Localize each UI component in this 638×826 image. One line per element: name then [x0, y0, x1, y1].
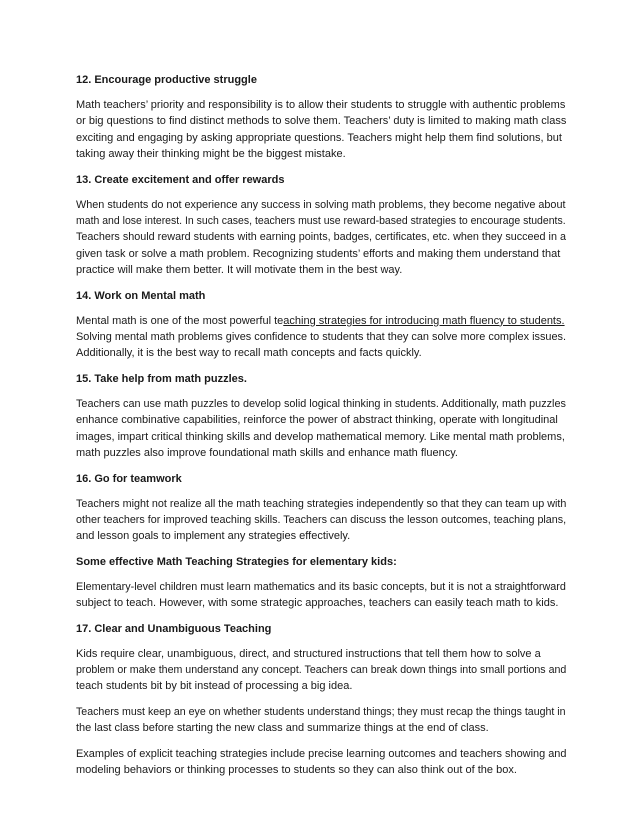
paragraph — [76, 97, 566, 163]
text-line: practice will make them better. It will motivate them in the best way. — [76, 264, 403, 277]
text-line: Solving mental math problems gives confidence to students that they can solve more complex issues. — [76, 331, 567, 344]
text-line: Teachers should reward students with earning points, badges, certificates, etc. when they succeed in a — [76, 231, 566, 244]
section-heading: Some effective Math Teaching Strategies for elementary kids: — [76, 555, 397, 568]
math-fluency-link[interactable]: aching strategies for introducing math fluency to students. — [283, 314, 565, 327]
text-line: Teachers might not realize all the math teaching strategies independently so that they can team up with — [76, 497, 567, 510]
paragraph — [76, 579, 566, 612]
paragraph — [76, 197, 566, 279]
text-line: math and lose interest. In such cases, teachers must use reward-based strategies to encourage students. — [76, 215, 566, 228]
text-line: Additionally, it is the best way to recall math concepts and facts quickly. — [76, 347, 422, 360]
text-line: When students do not experience any success in solving math problems, they become negative about — [76, 198, 566, 211]
section-heading: 12. Encourage productive struggle — [76, 74, 257, 86]
paragraph — [76, 396, 566, 462]
text-line — [76, 313, 566, 329]
text-line: subject to teach. However, with some strategic approaches, teachers can easily teach math to kids. — [76, 597, 559, 610]
paragraph — [76, 704, 566, 737]
text-line: exciting and engaging by asking appropriate questions. Teachers might help them find solutions, but — [76, 131, 562, 144]
text-line: images, impart critical thinking skills and develop mathematical memory. Like mental math problems, — [76, 430, 565, 443]
paragraph — [76, 646, 566, 695]
text-line: modeling behaviors or thinking processes to students so they can also think out of the box. — [76, 763, 517, 776]
text-line: problem or make them understand any concept. Teachers can break down things into small portions and — [76, 663, 567, 676]
text-line: and lesson goals to implement any strategies effectively. — [76, 530, 351, 543]
text-line: or big questions to find distinct methods to solve them. Teachers’ duty is limited to making math class — [76, 115, 567, 128]
text-line: given task or solve a math problem. Recognizing students’ efforts and making them understand that — [76, 247, 561, 260]
section-heading: 15. Take help from math puzzles. — [76, 372, 247, 385]
text-line: Examples of explicit teaching strategies include precise learning outcomes and teachers showing and — [76, 747, 567, 760]
text-line: math puzzles also improve foundational math skills and enhance math fluency. — [76, 447, 458, 460]
section-heading: 13. Create excitement and offer rewards — [76, 173, 285, 186]
text-line: Math teachers’ priority and responsibility is to allow their students to struggle with authentic problems — [76, 99, 566, 111]
text-line: Kids require clear, unambiguous, direct, and structured instructions that tell them how to solve a — [76, 647, 541, 660]
text-line: taking away their thinking might be the biggest mistake. — [76, 148, 346, 161]
section-heading: 14. Work on Mental math — [76, 289, 206, 302]
text-line: Elementary-level children must learn mathematics and its basic concepts, but it is not a straightforward — [76, 580, 566, 593]
link-prefix-text: Mental math is one of the most powerful te — [76, 314, 284, 327]
text-line: teach students bit by bit instead of processing a big idea. — [76, 680, 353, 693]
text-line: other teachers for improved teaching skills. Teachers can discuss the lesson outcomes, teaching plans, — [76, 513, 567, 526]
document-body — [76, 72, 566, 787]
paragraph — [76, 313, 566, 362]
text-line: Teachers must keep an eye on whether students understand things; they must recap the things taught in — [76, 705, 566, 718]
text-line: Teachers can use math puzzles to develop solid logical thinking in students. Additionally, math puzzles — [76, 397, 566, 410]
section-heading: 16. Go for teamwork — [76, 472, 182, 485]
paragraph — [76, 746, 566, 779]
section-heading: 17. Clear and Unambiguous Teaching — [76, 622, 272, 635]
paragraph — [76, 496, 566, 545]
text-line: enhance combinative capabilities, reinforce the power of abstract thinking, operate with longitudinal — [76, 414, 558, 427]
text-line: the last class before starting the new class and summarize things at the end of class. — [76, 722, 489, 735]
